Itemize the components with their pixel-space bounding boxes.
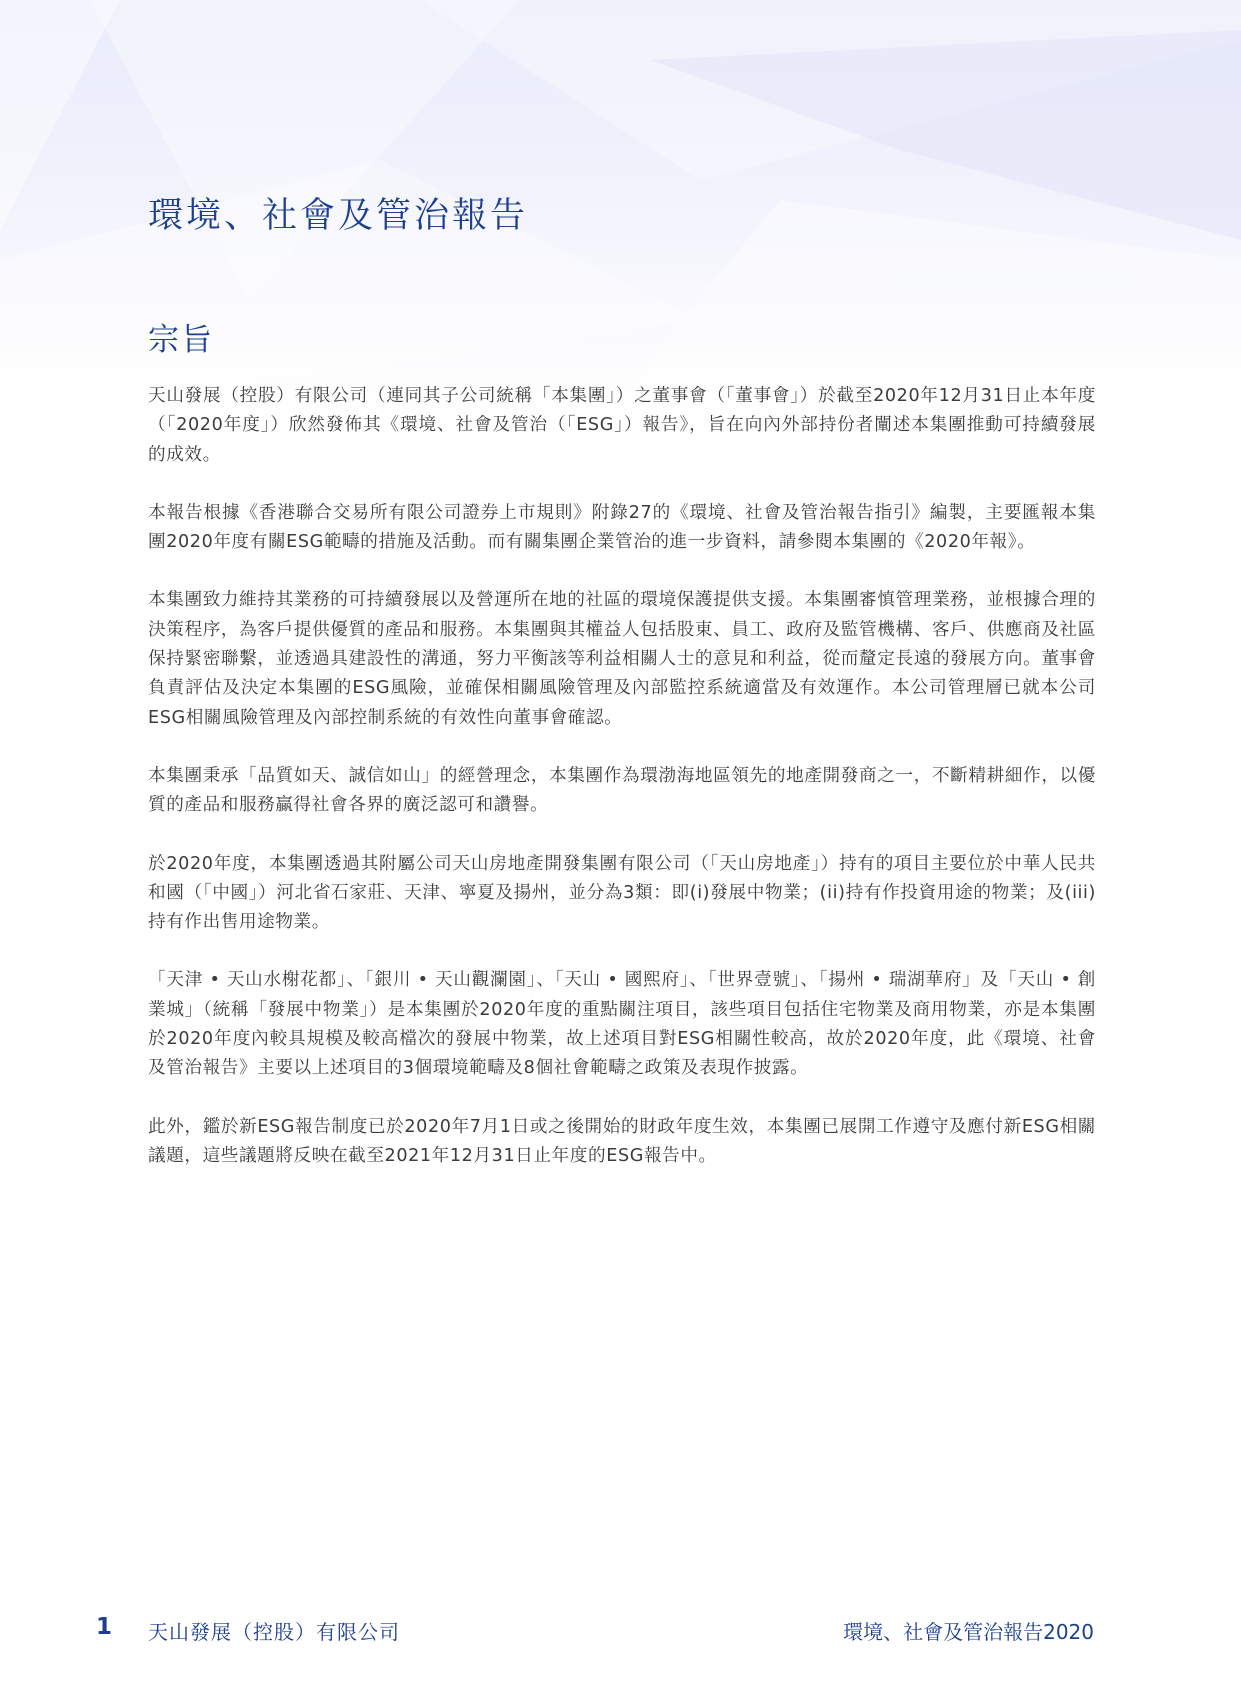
report-body xyxy=(148,382,1096,1200)
paragraph: 此外，鑑於新ESG報告制度已於2020年7月1日或之後開始的財政年度生效，本集團已展開工作遵守及應付新ESG相關議題，這些議題將反映在截至2021年12月31日止年度的ESG報告中。 xyxy=(148,1116,1096,1166)
page-number: 1 xyxy=(96,1614,113,1640)
paragraph: 天山發展（控股）有限公司（連同其子公司統稱「本集團」）之董事會（「董事會」）於截至2020年12月31日止本年度（「2020年度」）欣然發佈其《環境、社會及管治（「ESG」）報告》，旨在向內外部持份者闡述本集團推動可持續發展的成效。 xyxy=(148,386,1096,465)
company-name: 天山發展（控股）有限公司 xyxy=(148,1620,400,1644)
paragraph: 「天津 • 天山水榭花都」、「銀川 • 天山觀瀾園」、「天山 • 國熙府」、「世界壹號」、「揚州 • 瑞湖華府」及「天山 • 創業城」（統稱「發展中物業」）是本集團於2020年度的重點關注項目，該些項目包括住宅物業及商用物業，亦是本集團於2020年度內較具規模及較高檔次的發展中物業，故上述項目對ESG相關性較高，故於2020年度，此《環境、社會及管治報告》主要以上述項目的3個環境範疇及8個社會範疇之政策及表現作披露。 xyxy=(148,970,1096,1079)
section-title: 宗旨 xyxy=(148,322,214,358)
report-title: 環境、社會及管治報告 xyxy=(148,196,529,236)
report-name: 環境、社會及管治報告2020 xyxy=(843,1620,1094,1644)
paragraph: 本集團秉承「品質如天、誠信如山」的經營理念，本集團作為環渤海地區領先的地產開發商之一，不斷精耕細作，以優質的產品和服務贏得社會各界的廣泛認可和讚譽。 xyxy=(148,765,1096,816)
paragraph: 本報告根據《香港聯合交易所有限公司證券上市規則》附錄27的《環境、社會及管治報告指引》編製，主要匯報本集團2020年度有關ESG範疇的措施及活動。而有關集團企業管治的進一步資料，請參閱本集團的《2020年報》。 xyxy=(148,502,1096,553)
paragraph: 於2020年度，本集團透過其附屬公司天山房地產開發集團有限公司（「天山房地產」）持有的項目主要位於中華人民共和國（「中國」）河北省石家莊、天津、寧夏及揚州，並分為3類：即(i)發展中物業；(ii)持有作投資用途的物業；及(iii)持有作出售用途物業。 xyxy=(148,853,1096,933)
paragraph: 本集團致力維持其業務的可持續發展以及營運所在地的社區的環境保護提供支援。本集團審慎管理業務，並根據合理的決策程序，為客戶提供優質的產品和服務。本集團與其權益人包括股東、員工、政府及監管機構、客戶、供應商及社區保持緊密聯繫，並透過具建設性的溝通，努力平衡該等利益相關人士的意見和利益，從而釐定長遠的發展方向。董事會負責評估及決定本集團的ESG風險，並確保相關風險管理及內部監控系統適當及有效運作。本公司管理層已就本公司ESG相關風險管理及內部控制系統的有效性向董事會確認。 xyxy=(148,590,1096,728)
page-footer xyxy=(0,1612,1241,1648)
